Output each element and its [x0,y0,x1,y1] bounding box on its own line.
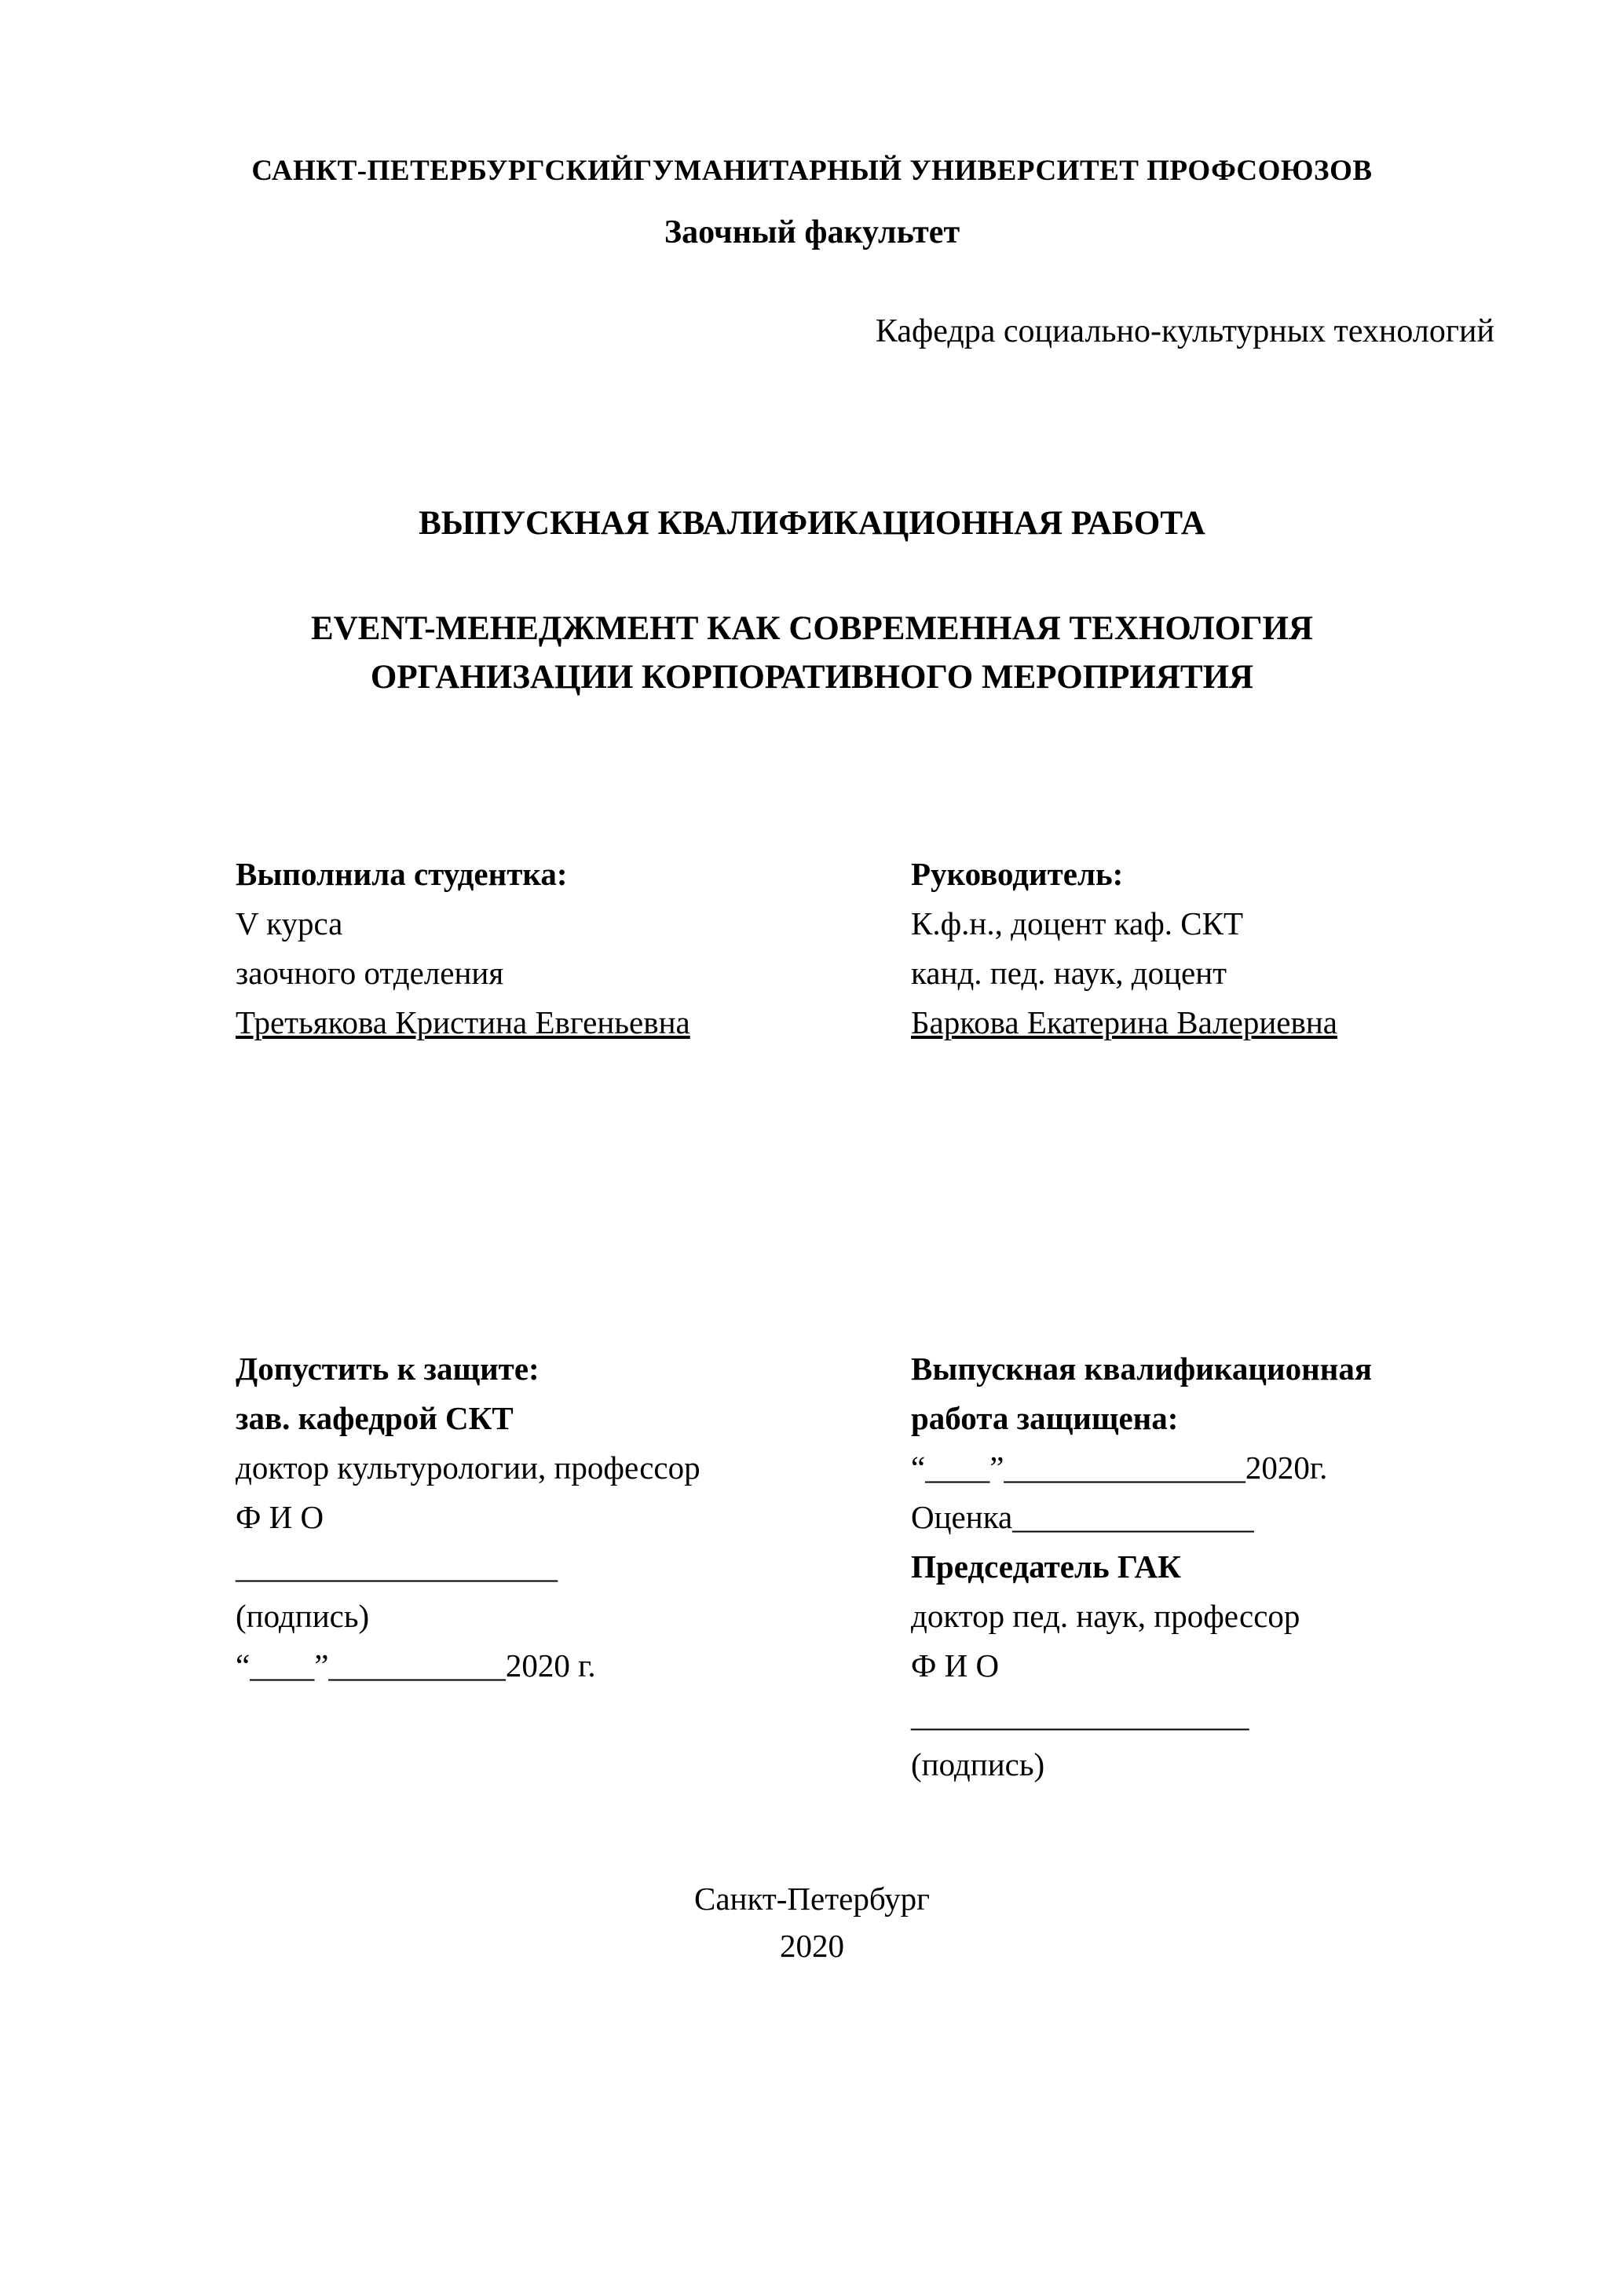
defense-block [911,1344,1498,1790]
city: Санкт-Петербург [694,1881,930,1917]
gak-signature-line: _____________________ [911,1697,1249,1733]
thesis-title-line1: EVENT-МЕНЕДЖМЕНТ КАК СОВРЕМЕННАЯ ТЕХНОЛОГИЯ [311,610,1313,647]
supervisor-name: Баркова Екатерина Валериевна [911,1004,1337,1040]
student-heading: Выполнила студентка: [236,856,568,892]
student-course: V курса [236,905,343,941]
university-name: САНКТ-ПЕТЕРБУРГСКИЙГУМАНИТАРНЫЙ УНИВЕРСИТЕТ ПРОФСОЮЗОВ [251,155,1373,187]
student-department-form: заочного отделения [236,955,504,991]
defense-grade-line: Оценка_______________ [911,1499,1254,1535]
student-block [236,850,911,1047]
approval-defense-section [236,1344,1498,1790]
gak-chairman-degree: доктор пед. наук, профессор [911,1598,1300,1634]
author-supervisor-section [236,850,1498,1047]
footer [0,1875,1624,1969]
admission-signature-line: ____________________ [236,1548,558,1585]
admission-date-line: “____”___________2020 г. [236,1647,596,1684]
year: 2020 [780,1928,844,1964]
faculty-name: Заочный факультет [664,214,960,250]
defense-heading-line2: работа защищена: [911,1400,1179,1436]
admission-fio: Ф И О [236,1499,324,1535]
thesis-title-line2: ОРГАНИЗАЦИИ КОРПОРАТИВНОГО МЕРОПРИЯТИЯ [370,659,1254,696]
admission-degree: доктор культурологии, профессор [236,1450,700,1486]
supervisor-heading: Руководитель: [911,856,1124,892]
gak-chairman-fio: Ф И О [911,1647,1000,1684]
department-name: Кафедра социально-культурных технологий [875,313,1494,349]
gak-signature-label: (подпись) [911,1746,1045,1782]
admission-heading: Допустить к защите: [236,1351,540,1387]
admission-block [236,1344,911,1790]
admission-signature-label: (подпись) [236,1598,370,1634]
admission-head-of-department: зав. кафедрой СКТ [236,1400,514,1436]
defense-heading-line1: Выпускная квалификационная [911,1351,1373,1387]
thesis-title [0,605,1624,702]
work-type-heading: ВЫПУСКНАЯ КВАЛИФИКАЦИОННАЯ РАБОТА [419,505,1205,542]
supervisor-block [911,850,1498,1047]
defense-date-line: “____”_______________2020г. [911,1450,1328,1486]
supervisor-degree: К.ф.н., доцент каф. СКТ [911,905,1244,941]
student-name: Третьякова Кристина Евгеньевна [236,1004,690,1040]
gak-chairman-heading: Председатель ГАК [911,1548,1181,1585]
supervisor-rank: канд. пед. наук, доцент [911,955,1227,991]
